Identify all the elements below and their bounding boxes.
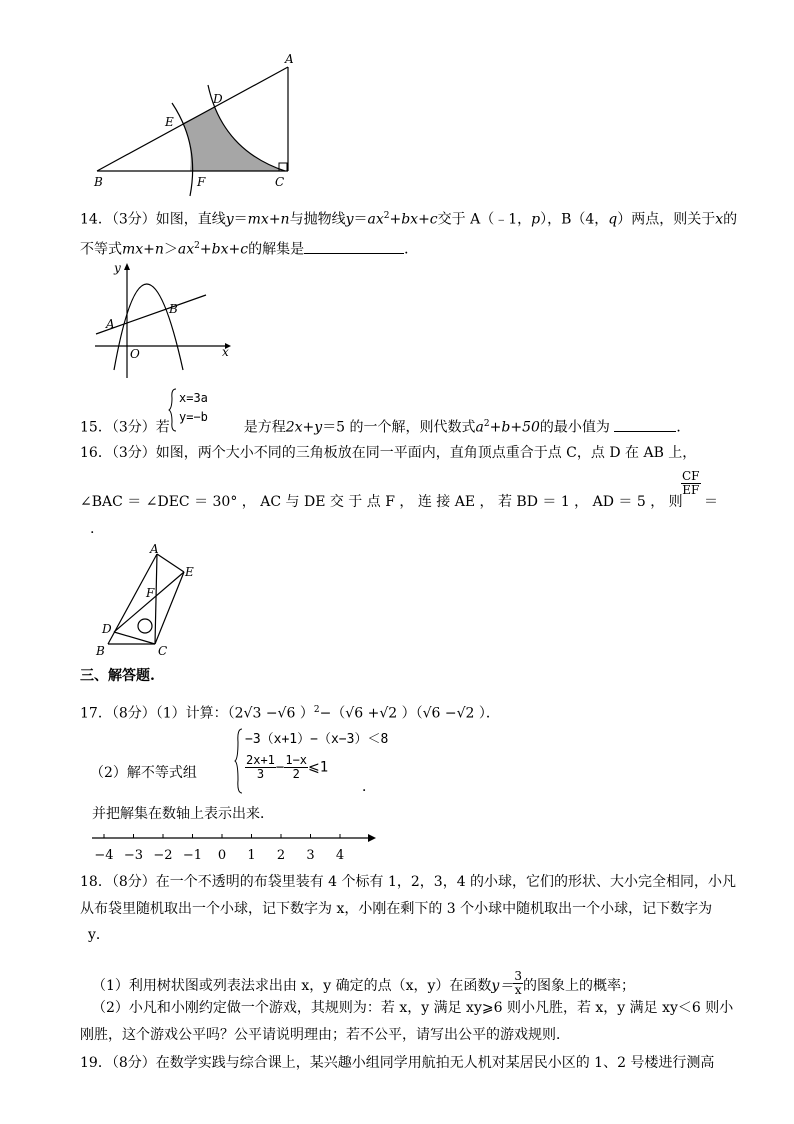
number-line-arrow [368, 834, 376, 842]
segment-AC [155, 554, 157, 644]
label-D: D [102, 622, 112, 636]
number-line-label: 4 [335, 848, 345, 863]
q15-system-eq2: y=−b [179, 410, 208, 424]
number-line-label: 3 [306, 848, 315, 863]
q14-line1: 14．（3分）如图，直线y＝mx+n与抛物线$y=ax^2+bx+c$交于 A（﹣1，p），B（4，q）两点，则关于x的 [80, 211, 738, 228]
number-line [90, 828, 380, 868]
figure-q16 [88, 542, 198, 660]
label-C: C [158, 644, 168, 658]
label-D: D [213, 92, 223, 106]
label-C: C [275, 175, 285, 189]
parabola [114, 284, 183, 370]
q17-tail: 并把解集在数轴上表示出来． [92, 806, 274, 822]
q16-line1: 16．（3分）如图，两个大小不同的三角板放在同一平面内，直角顶点重合于点 C，点 D 在 AB 上， [80, 445, 697, 461]
label-B: B [94, 175, 103, 189]
label-A: A [106, 317, 115, 331]
q17-brace [234, 728, 244, 794]
q18-line1: 18．（8分）在一个不透明的布袋里装有 4 个标有 1，2，3，4 的小球，它们的形状、大小完全相同，小凡 [80, 874, 737, 890]
segment-DE [114, 572, 184, 632]
q17-dot: ． [362, 779, 376, 795]
number-line-label: −4 [94, 848, 114, 863]
label-E: E [185, 565, 194, 579]
q19-line1: 19．（8分）在数学实践与综合课上，某兴趣小组同学用航拍无人机对某居民小区的 1、2 号楼进行测高 [80, 1055, 715, 1071]
q15-system-eq1: x=3a [179, 391, 208, 405]
label-x: x [222, 345, 229, 359]
section-title: 三、解答题. [80, 668, 155, 684]
q17-ineq1: −3（x+1）−（x−3）＜8 [245, 732, 389, 747]
q17-part1: 17．（8分）（1）计算：（2√3 −√6 ）$^2$−（√6 +√2 ）（√6 −√2 ）． [80, 705, 500, 722]
q15-text: 15．（3分）若 是方程2x+y＝5 的一个解，则代数式$a^2+b+50$的最小值为 ． [80, 414, 690, 438]
number-line-label: −2 [153, 848, 173, 863]
label-A: A [285, 52, 294, 66]
q18-line3: y． [88, 927, 110, 943]
number-line-label: −1 [182, 848, 203, 863]
number-line-label: 2 [276, 848, 286, 863]
q17-ineq2: $\frac{2x+1}{3}$ − $\frac{1-x}{2}$ ⩽1 [246, 753, 329, 781]
segment-EC [155, 572, 184, 644]
arc-EF [172, 103, 193, 196]
label-B: B [169, 302, 178, 316]
number-line-label: 1 [247, 848, 256, 863]
q16-equals: ＝ [704, 494, 718, 510]
label-y: y [114, 261, 121, 275]
label-B: B [96, 644, 105, 658]
label-F: F [197, 175, 206, 189]
q18-line2: 从布袋里随机取出一个小球，记下数字为 x，小刚在剩下的 3 个小球中随机取出一个小球，记下数字为 [80, 901, 713, 917]
q14-line2: 不等式$mx+n>ax^2+bx+c$的解集是 ． [80, 236, 418, 260]
y-axis-arrow [124, 263, 130, 270]
segment-DC [114, 632, 155, 644]
q16-line2: ∠BAC ＝ ∠DEC ＝ 30° ， AC 与 DE 交 于 点 F ， 连 接 AE ， 若 BD ＝ 1 ， AD ＝ 5 ， 则 [80, 494, 683, 510]
label-F: F [146, 586, 155, 600]
q14-answer-blank[interactable] [304, 239, 404, 254]
q18-part2-line2: 刚胜，这个游戏公平吗？公平请说明理由；若不公平，请写出公平的游戏规则． [80, 1027, 570, 1043]
q16-dot: . [90, 521, 95, 537]
triangle-hole [138, 619, 152, 633]
q17-part2: （2）解不等式组 [90, 765, 197, 781]
q18-part2-line1: （2）小凡和小刚约定做一个游戏，其规则为：若 x，y 满足 xy⩾6 则小凡胜，若 x，y 满足 xy＜6 则小 [92, 1000, 734, 1016]
q15-answer-blank[interactable] [614, 417, 676, 432]
number-line-label: 0 [217, 848, 227, 863]
number-line-label: −3 [123, 848, 144, 863]
label-O: O [130, 347, 140, 361]
figure-q13 [0, 0, 794, 200]
label-E: E [165, 115, 174, 129]
segment-AE [157, 554, 184, 572]
figure-q14 [90, 258, 240, 383]
label-A: A [150, 542, 159, 556]
q16-fraction: $\frac{CF}{EF}$ [682, 469, 700, 497]
q18-part1: （1）利用树状图或列表法求出由 x，y 确定的点（x，y）在函数y＝ $\frac{3}{x}$ 的图象上的概率； [92, 969, 635, 997]
